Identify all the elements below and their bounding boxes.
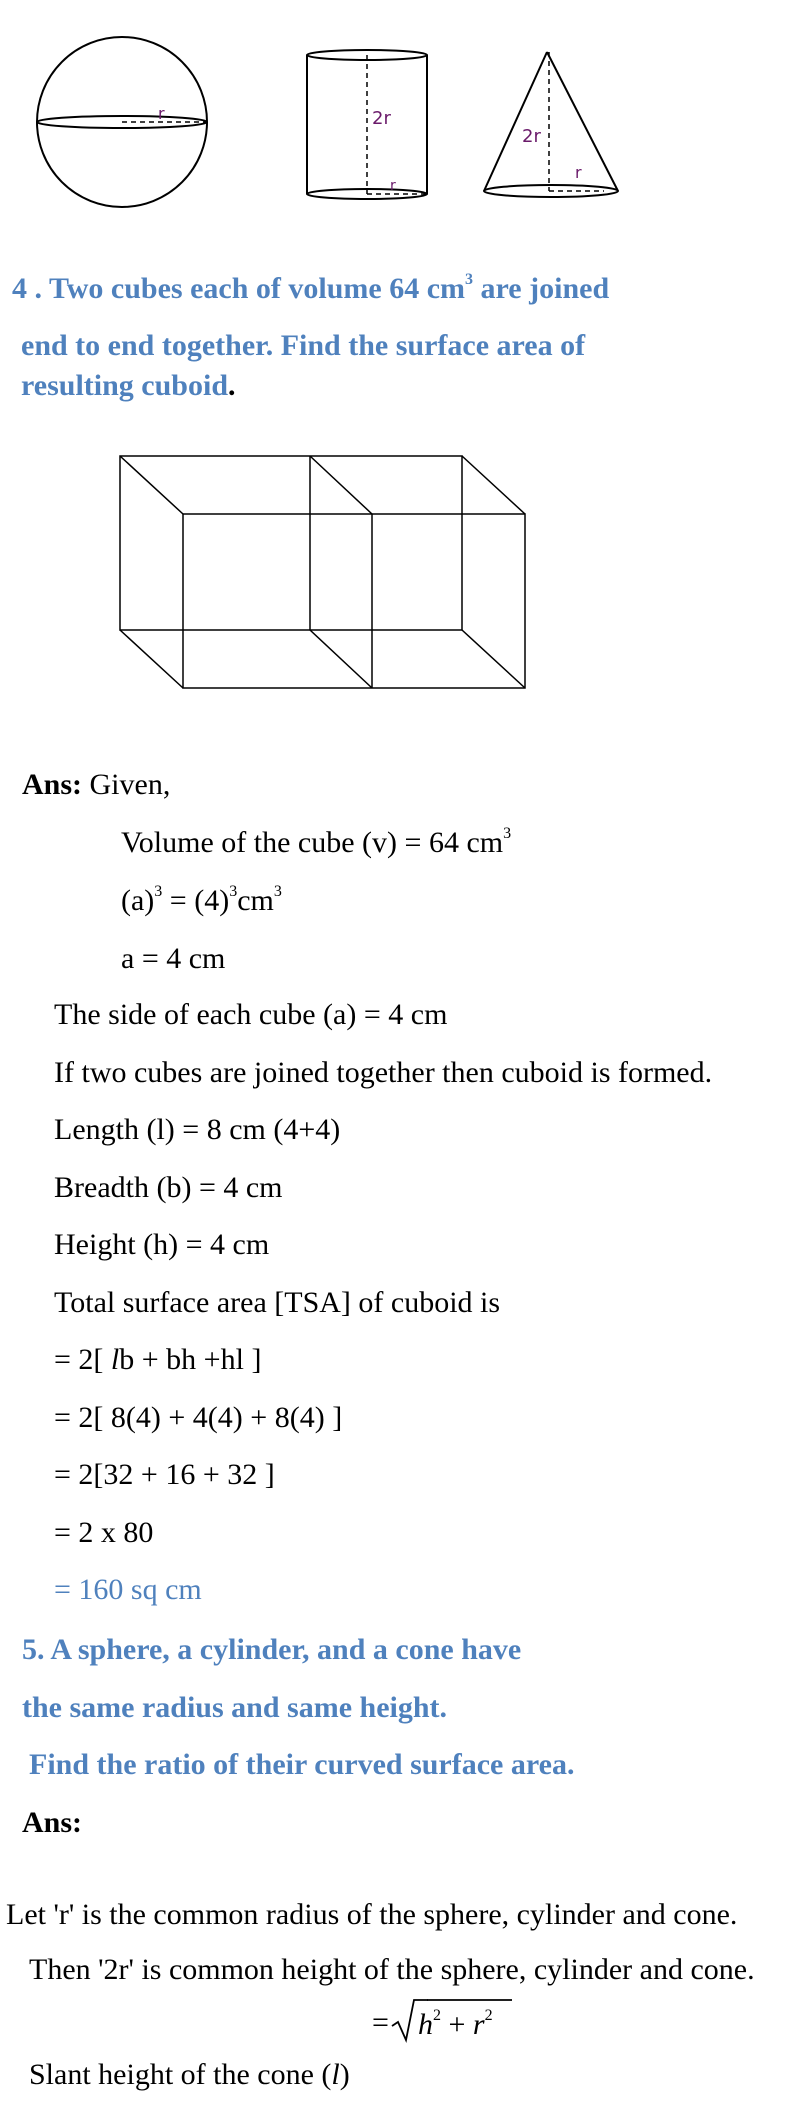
q4-line3 [21,368,236,404]
sqrt-vinculum [427,1998,527,2004]
q5-line2: the same radius and same height. [22,1691,448,1724]
ans4-f1-b: b + bh +hl ] [119,1343,262,1376]
ans4-formula-1 [54,1342,261,1378]
formula-sup1: 2 [433,2007,441,2024]
q4-line1 [12,271,609,307]
formula-body [418,2007,493,2043]
sphere-figure [37,37,207,207]
q5-line3: Find the ratio of their curved surface area. [29,1748,575,1781]
sphere-radius-label: r [158,104,165,123]
formula-equals: = [372,2006,389,2039]
ans4-a-value: a = 4 cm [121,942,226,975]
formula-h: h [418,2008,433,2041]
q5-line1: 5. A sphere, a cylinder, and a cone have [22,1633,522,1666]
ans4-cube-cm: cm [237,884,274,917]
formula-plus: + [441,2008,473,2041]
ans4-formula-4: = 2 x 80 [54,1516,154,1549]
ans5-then: Then '2r' is common height of the sphere, cylinder and cone. [29,1953,755,1986]
cuboid-figure [0,440,799,700]
ans4-f1-a: = 2[ [54,1343,111,1376]
formula-r: r [472,2008,485,2041]
slant-formula [372,2005,389,2041]
cone-figure [484,52,618,197]
cylinder-height-label: 2r [372,108,391,129]
solids-figure [0,0,799,210]
ans4-result: = 160 sq cm [54,1573,202,1606]
slant-text: Slant height of the cone ( [29,2058,332,2091]
ans4-cube-sup3: 3 [273,883,282,900]
q4-line3-period: . [228,369,236,402]
ans4-breadth: Breadth (b) = 4 cm [54,1171,283,1204]
ans4-formula-3: = 2[32 + 16 + 32 ] [54,1458,275,1491]
slant-l: l [331,2058,340,2091]
ans4-cube-a: (a) [121,884,155,917]
ans4-volume-text: Volume of the cube (v) = 64 cm [121,826,504,859]
ans5-slant [29,2057,350,2093]
ans4-given: Given, [89,768,171,801]
cone-height-label: 2r [522,126,541,147]
ans4-height: Height (h) = 4 cm [54,1228,270,1261]
ans4-side: The side of each cube (a) = 4 cm [54,998,448,1031]
ans4-cube-sup1: 3 [154,883,163,900]
ans4-length: Length (l) = 8 cm (4+4) [54,1113,341,1146]
ans4-volume-sup: 3 [503,825,512,842]
cone-radius-label: r [575,163,582,182]
ans4-volume [121,825,511,861]
ans4-formula-2: = 2[ 8(4) + 4(4) + 8(4) ] [54,1401,343,1434]
ans4-cube-sup2: 3 [229,883,238,900]
ans4-cube-4: = (4) [162,884,230,917]
q4-sup: 3 [465,271,474,288]
ans4-cube-eq [121,883,282,919]
ans4-tsa: Total surface area [TSA] of cuboid is [54,1286,501,1319]
cylinder-radius-label: r [390,178,396,194]
ans4-intro [22,767,170,803]
q4-line1-text: 4 . Two cubes each of volume 64 cm [12,272,466,305]
q4-line1-end: are joined [480,272,610,305]
ans5-let: Let 'r' is the common radius of the sphere, cylinder and cone. [6,1898,738,1931]
q4-line3-text: resulting cuboid [21,369,228,402]
q4-line2: end to end together. Find the surface area of [21,329,586,362]
slant-close: ) [339,2058,350,2091]
ans5-label: Ans: [22,1806,83,1839]
ans4-joined: If two cubes are joined together then cuboid is formed. [54,1056,713,1089]
cylinder-figure [307,50,427,199]
ans4-label: Ans: [22,768,83,801]
formula-sup2: 2 [484,2007,493,2024]
ans4-f1-l: l [110,1343,120,1376]
